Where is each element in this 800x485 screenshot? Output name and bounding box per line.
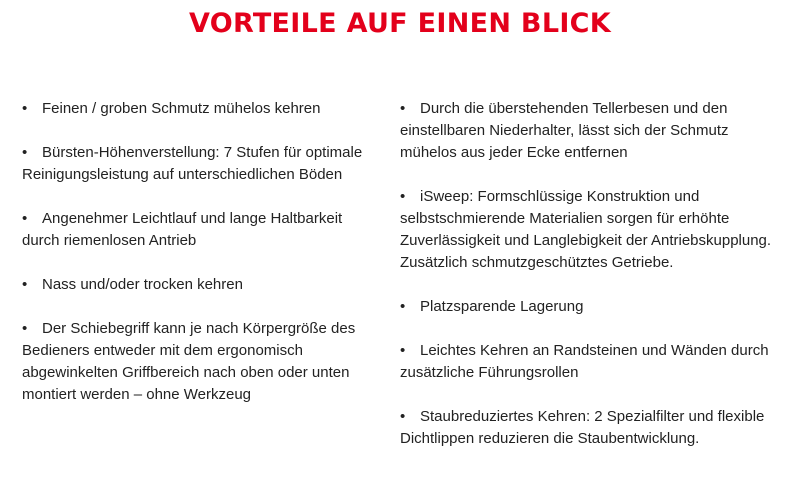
- list-item: [400, 98, 785, 164]
- list-item-text: Durch die überstehenden Tellerbesen und den einstellbaren Niederhalter, lässt sich der Schmutz mühelos aus jeder Ecke entfernen: [400, 100, 729, 161]
- list-item-text: Staubreduziertes Kehren: 2 Spezialfilter und flexible Dichtlippen reduzieren die Staubentwicklung.: [400, 408, 765, 447]
- list-item-text: Der Schiebegriff kann je nach Körpergröße des Bedieners entweder mit dem ergonomisch abgewinkelten Griffbereich nach oben oder unten montiert werden – ohne Werkzeug: [22, 320, 356, 403]
- list-item-text: iSweep: Formschlüssige Konstruktion und selbstschmierende Materialien sorgen für erhöhte Zuverlässigkeit und Langlebigkeit der Antriebskupplung. Zusätzlich schmutzgeschütztes Getriebe.: [400, 188, 772, 271]
- list-item: [400, 296, 785, 318]
- list-item: [22, 98, 374, 120]
- bullet-icon: •: [400, 342, 406, 359]
- list-item-text: Angenehmer Leichtlauf und lange Haltbarkeit durch riemenlosen Antrieb: [22, 210, 343, 249]
- list-item: [22, 208, 374, 252]
- advantages-list-right: [400, 98, 785, 472]
- list-item: [22, 274, 374, 296]
- bullet-icon: •: [400, 188, 406, 205]
- list-item-text: Nass und/oder trocken kehren: [42, 276, 243, 293]
- list-item: [400, 406, 785, 450]
- list-item: [400, 186, 785, 274]
- bullet-icon: •: [400, 298, 406, 315]
- bullet-icon: •: [22, 276, 28, 293]
- list-item-text: Feinen / groben Schmutz mühelos kehren: [42, 100, 321, 117]
- list-item-text: Bürsten-Höhenverstellung: 7 Stufen für optimale Reinigungsleistung auf unterschiedlichen Böden: [22, 144, 363, 183]
- page-title: VORTEILE AUF EINEN BLICK: [188, 8, 612, 39]
- list-item-text: Platzsparende Lagerung: [420, 298, 584, 315]
- bullet-icon: •: [22, 210, 28, 227]
- bullet-icon: •: [400, 408, 406, 425]
- list-item: [22, 142, 374, 186]
- bullet-icon: •: [22, 320, 28, 337]
- list-item-text: Leichtes Kehren an Randsteinen und Wänden durch zusätzliche Führungsrollen: [400, 342, 769, 381]
- bullet-icon: •: [22, 100, 28, 117]
- advantages-list-left: [22, 98, 374, 428]
- bullet-icon: •: [400, 100, 406, 117]
- bullet-icon: •: [22, 144, 28, 161]
- list-item: [22, 318, 374, 406]
- list-item: [400, 340, 785, 384]
